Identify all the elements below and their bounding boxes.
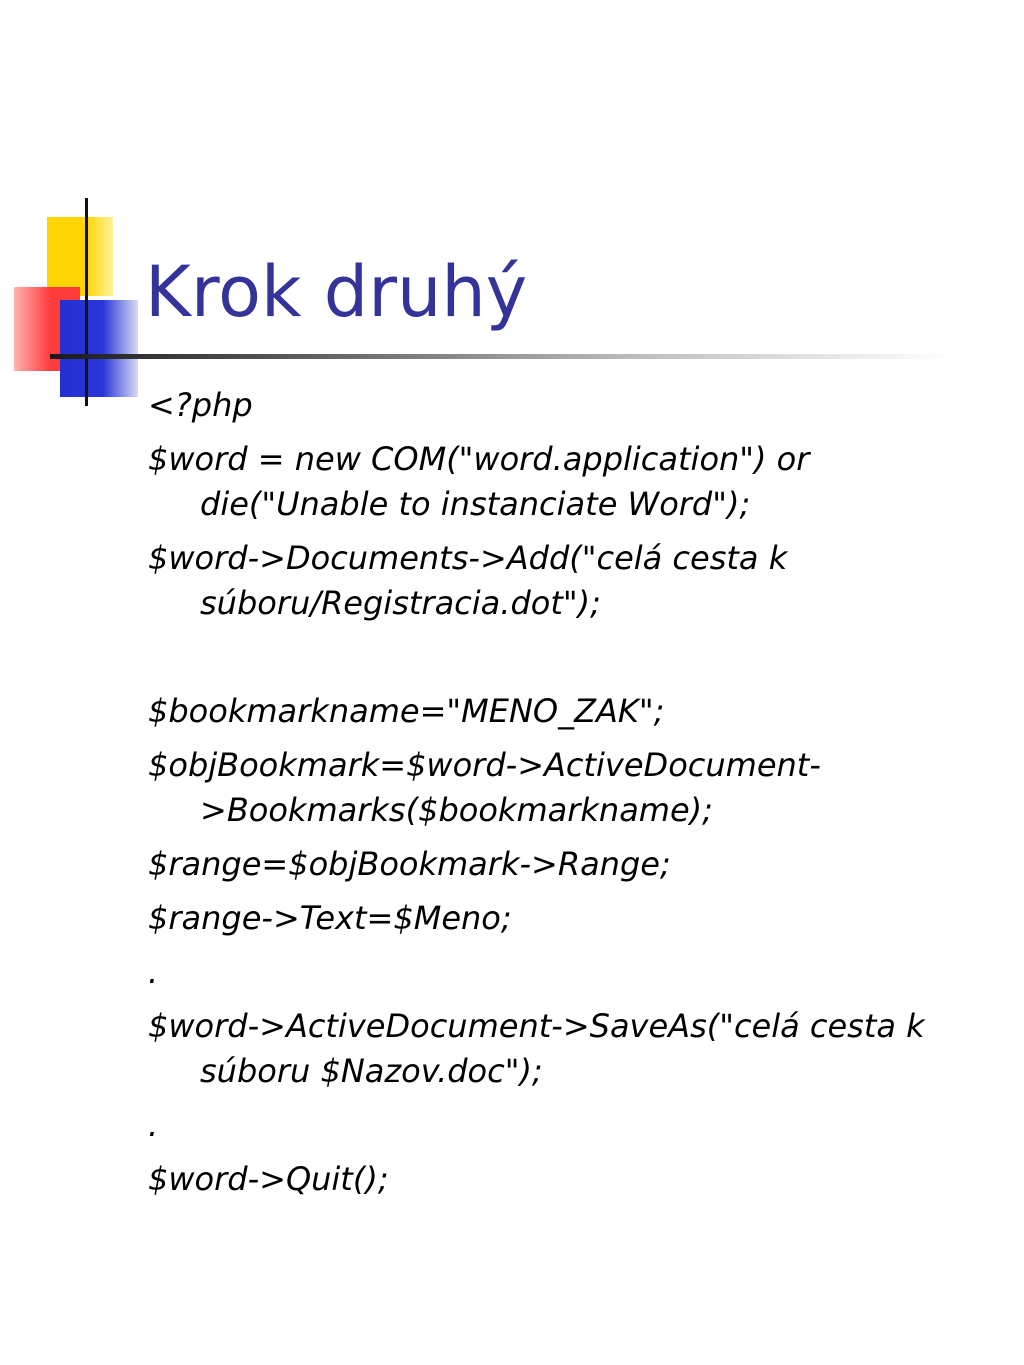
code-line: $objBookmark=$word->ActiveDocument->Bookmarks($bookmarkname); — [148, 746, 821, 829]
code-line: $word->Quit(); — [148, 1160, 389, 1198]
logo-blue-block — [60, 300, 138, 397]
code-line: . — [148, 953, 159, 991]
code-line: $word->ActiveDocument->SaveAs("celá cesta k súboru $Nazov.doc"); — [148, 1007, 935, 1090]
code-line-blank — [148, 635, 978, 680]
logo-vertical-line — [85, 198, 88, 406]
code-listing — [148, 383, 978, 1211]
code-line: $range=$objBookmark->Range; — [148, 845, 671, 883]
code-line: $bookmarkname="MENO_ZAK"; — [148, 692, 665, 730]
code-line: . — [148, 1106, 159, 1144]
code-line: $word = new COM("word.application") or die("Unable to instanciate Word"); — [148, 440, 820, 523]
logo-yellow-block — [47, 217, 113, 296]
code-line: $word->Documents->Add("celá cesta k súboru/Registracia.dot"); — [148, 539, 798, 622]
code-line: $range->Text=$Meno; — [148, 899, 512, 937]
code-line: <?php — [148, 386, 253, 424]
title-underline — [50, 354, 950, 359]
slide-title: Krok druhý — [145, 251, 528, 333]
